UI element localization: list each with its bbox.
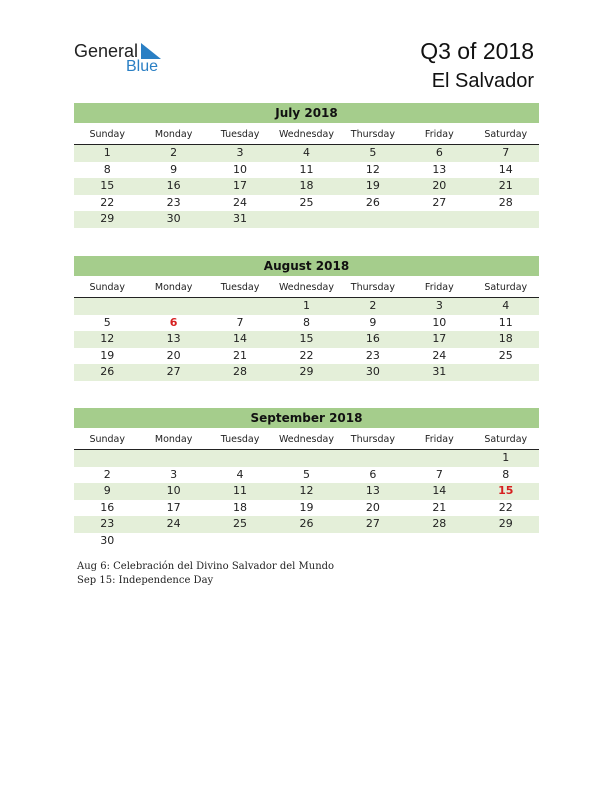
weekday-label: Sunday: [89, 282, 125, 293]
weekday-label: Thursday: [350, 129, 395, 140]
day-cell: 10: [432, 315, 447, 329]
logo-text-blue: Blue: [126, 58, 159, 75]
day-cell: 22: [299, 348, 314, 362]
day-cell: [140, 298, 206, 315]
day-cell: 4: [236, 467, 244, 481]
day-cell: 30: [100, 533, 115, 547]
month-september: [74, 408, 539, 549]
day-cell: 2: [369, 299, 377, 312]
day-cell: 18: [299, 179, 314, 192]
day-cell: 15: [100, 179, 115, 192]
day-cell: 11: [498, 315, 513, 329]
day-cell: 16: [365, 332, 380, 345]
day-cell: 12: [299, 484, 314, 497]
holiday-day-cell: 15: [498, 484, 514, 497]
day-cell: 20: [432, 179, 447, 192]
day-cell: 27: [166, 365, 181, 378]
day-cell: 21: [233, 348, 248, 362]
holiday-note: Aug 6: Celebración del Divino Salvador del Mundo: [77, 561, 335, 572]
weekday-label: Tuesday: [220, 129, 260, 140]
day-cell: 12: [365, 162, 380, 176]
holiday-notes: [77, 560, 334, 588]
week-row: [74, 516, 539, 533]
week-row: [74, 450, 539, 467]
day-cell: 16: [166, 179, 181, 192]
day-cell: 11: [233, 484, 248, 497]
day-cell: 26: [299, 517, 314, 530]
day-cell: 25: [233, 517, 248, 530]
day-cell: 13: [432, 162, 447, 176]
day-cell: 20: [166, 348, 181, 362]
week-row: [74, 178, 539, 195]
weekday-header-row: [74, 278, 539, 298]
day-cell: 15: [299, 332, 314, 345]
week-row: [74, 315, 539, 332]
day-cell: [74, 298, 140, 315]
week-row: [74, 211, 539, 228]
day-cell: 10: [233, 162, 248, 176]
day-cell: [207, 298, 273, 315]
day-cell: 3: [435, 299, 443, 312]
day-cell: 23: [100, 517, 115, 530]
day-cell: 5: [302, 467, 310, 481]
day-cell: 24: [166, 517, 181, 530]
day-cell: 19: [299, 500, 314, 514]
weekday-label: Wednesday: [278, 434, 334, 445]
holiday-note: Sep 15: Independence Day: [77, 575, 214, 586]
week-row: [74, 483, 539, 500]
day-cell: 28: [432, 517, 447, 530]
day-cell: [473, 533, 539, 550]
week-row: [74, 467, 539, 484]
day-cell: 21: [432, 500, 447, 514]
day-cell: 29: [498, 517, 513, 530]
day-cell: 8: [103, 162, 111, 176]
day-cell: 3: [170, 467, 178, 481]
day-cell: 28: [233, 365, 248, 378]
day-cell: 23: [166, 195, 181, 209]
weeks-container: [74, 450, 539, 549]
brand-logo: [74, 41, 174, 77]
month-title: August 2018: [74, 256, 539, 276]
day-cell: 31: [233, 212, 248, 225]
day-cell: 18: [498, 332, 513, 345]
day-cell: 6: [435, 146, 443, 159]
day-cell: [406, 450, 472, 467]
day-cell: 17: [166, 500, 181, 514]
page-title: Q3 of 2018: [420, 38, 534, 64]
day-cell: 14: [233, 332, 248, 345]
day-cell: [473, 364, 539, 381]
day-cell: [140, 533, 206, 550]
day-cell: [273, 450, 339, 467]
day-cell: 17: [233, 179, 248, 192]
day-cell: 3: [236, 146, 244, 159]
week-row: [74, 364, 539, 381]
day-cell: 1: [302, 299, 310, 312]
day-cell: 31: [432, 365, 447, 378]
day-cell: 5: [103, 315, 111, 329]
day-cell: 13: [365, 484, 380, 497]
weekday-label: Thursday: [350, 434, 395, 445]
country-name: El Salvador: [431, 70, 534, 92]
day-cell: 29: [100, 212, 115, 225]
day-cell: 9: [103, 484, 111, 497]
day-cell: [340, 211, 406, 228]
day-cell: 4: [302, 146, 310, 159]
weekday-label: Tuesday: [220, 434, 260, 445]
day-cell: 1: [103, 146, 111, 159]
day-cell: 28: [498, 195, 513, 209]
day-cell: 7: [435, 467, 443, 481]
week-row: [74, 195, 539, 212]
day-cell: [406, 533, 472, 550]
day-cell: [74, 450, 140, 467]
month-july: [74, 103, 539, 228]
month-august: [74, 256, 539, 381]
day-cell: [207, 533, 273, 550]
day-cell: 5: [369, 146, 377, 159]
day-cell: 29: [299, 365, 314, 378]
day-cell: 30: [365, 365, 380, 378]
week-row: [74, 348, 539, 365]
holiday-day-cell: 6: [169, 315, 178, 329]
day-cell: 26: [100, 365, 115, 378]
weekday-label: Friday: [424, 129, 454, 140]
weekday-label: Friday: [424, 282, 454, 293]
weekday-label: Thursday: [350, 282, 395, 293]
day-cell: 9: [170, 162, 178, 176]
weekday-label: Saturday: [484, 282, 528, 293]
day-cell: 20: [365, 500, 380, 514]
weekday-header-row: [74, 125, 539, 145]
weekday-header-row: [74, 430, 539, 450]
weekday-label: Monday: [154, 282, 193, 293]
day-cell: 27: [432, 195, 447, 209]
day-cell: [340, 533, 406, 550]
weekday-label: Tuesday: [220, 282, 260, 293]
day-cell: 16: [100, 500, 115, 514]
weekday-label: Sunday: [89, 129, 125, 140]
week-row: [74, 298, 539, 315]
day-cell: [406, 211, 472, 228]
day-cell: [340, 450, 406, 467]
day-cell: 30: [166, 212, 181, 225]
day-cell: 18: [233, 500, 248, 514]
day-cell: 25: [498, 348, 513, 362]
weekday-label: Sunday: [89, 434, 125, 445]
day-cell: 4: [502, 299, 510, 312]
day-cell: 25: [299, 195, 314, 209]
logo-text-general: General: [74, 41, 139, 61]
day-cell: 14: [498, 162, 513, 176]
month-title: July 2018: [74, 103, 539, 123]
week-row: [74, 145, 539, 162]
day-cell: 17: [432, 332, 447, 345]
weekday-label: Saturday: [484, 129, 528, 140]
day-cell: 24: [233, 195, 248, 209]
weekday-label: Friday: [424, 434, 454, 445]
logo-triangle-icon: [141, 43, 161, 59]
weekday-label: Saturday: [484, 434, 528, 445]
day-cell: [473, 211, 539, 228]
weekday-label: Monday: [154, 129, 193, 140]
day-cell: 13: [166, 332, 181, 345]
day-cell: 7: [502, 146, 510, 159]
day-cell: [273, 211, 339, 228]
weekday-label: Wednesday: [278, 129, 334, 140]
day-cell: 22: [498, 500, 513, 514]
month-title: September 2018: [74, 408, 539, 428]
day-cell: 10: [166, 484, 181, 497]
day-cell: 11: [299, 162, 314, 176]
day-cell: [207, 450, 273, 467]
week-row: [74, 533, 539, 550]
day-cell: 21: [498, 179, 513, 192]
day-cell: 1: [502, 451, 510, 464]
day-cell: 2: [170, 146, 178, 159]
day-cell: 8: [302, 315, 310, 329]
day-cell: 6: [369, 467, 377, 481]
weekday-label: Wednesday: [278, 282, 334, 293]
day-cell: 7: [236, 315, 244, 329]
week-row: [74, 331, 539, 348]
day-cell: 27: [365, 517, 380, 530]
day-cell: 23: [365, 348, 380, 362]
day-cell: [273, 533, 339, 550]
weekday-label: Monday: [154, 434, 193, 445]
weeks-container: [74, 298, 539, 381]
day-cell: 22: [100, 195, 115, 209]
day-cell: 24: [432, 348, 447, 362]
day-cell: 19: [100, 348, 115, 362]
day-cell: 26: [365, 195, 380, 209]
day-cell: 2: [103, 467, 111, 481]
day-cell: 12: [100, 332, 115, 345]
day-cell: 9: [369, 315, 377, 329]
day-cell: 14: [432, 484, 447, 497]
day-cell: [140, 450, 206, 467]
weeks-container: [74, 145, 539, 228]
week-row: [74, 500, 539, 517]
day-cell: 19: [365, 179, 380, 192]
week-row: [74, 162, 539, 179]
day-cell: 8: [502, 467, 510, 481]
